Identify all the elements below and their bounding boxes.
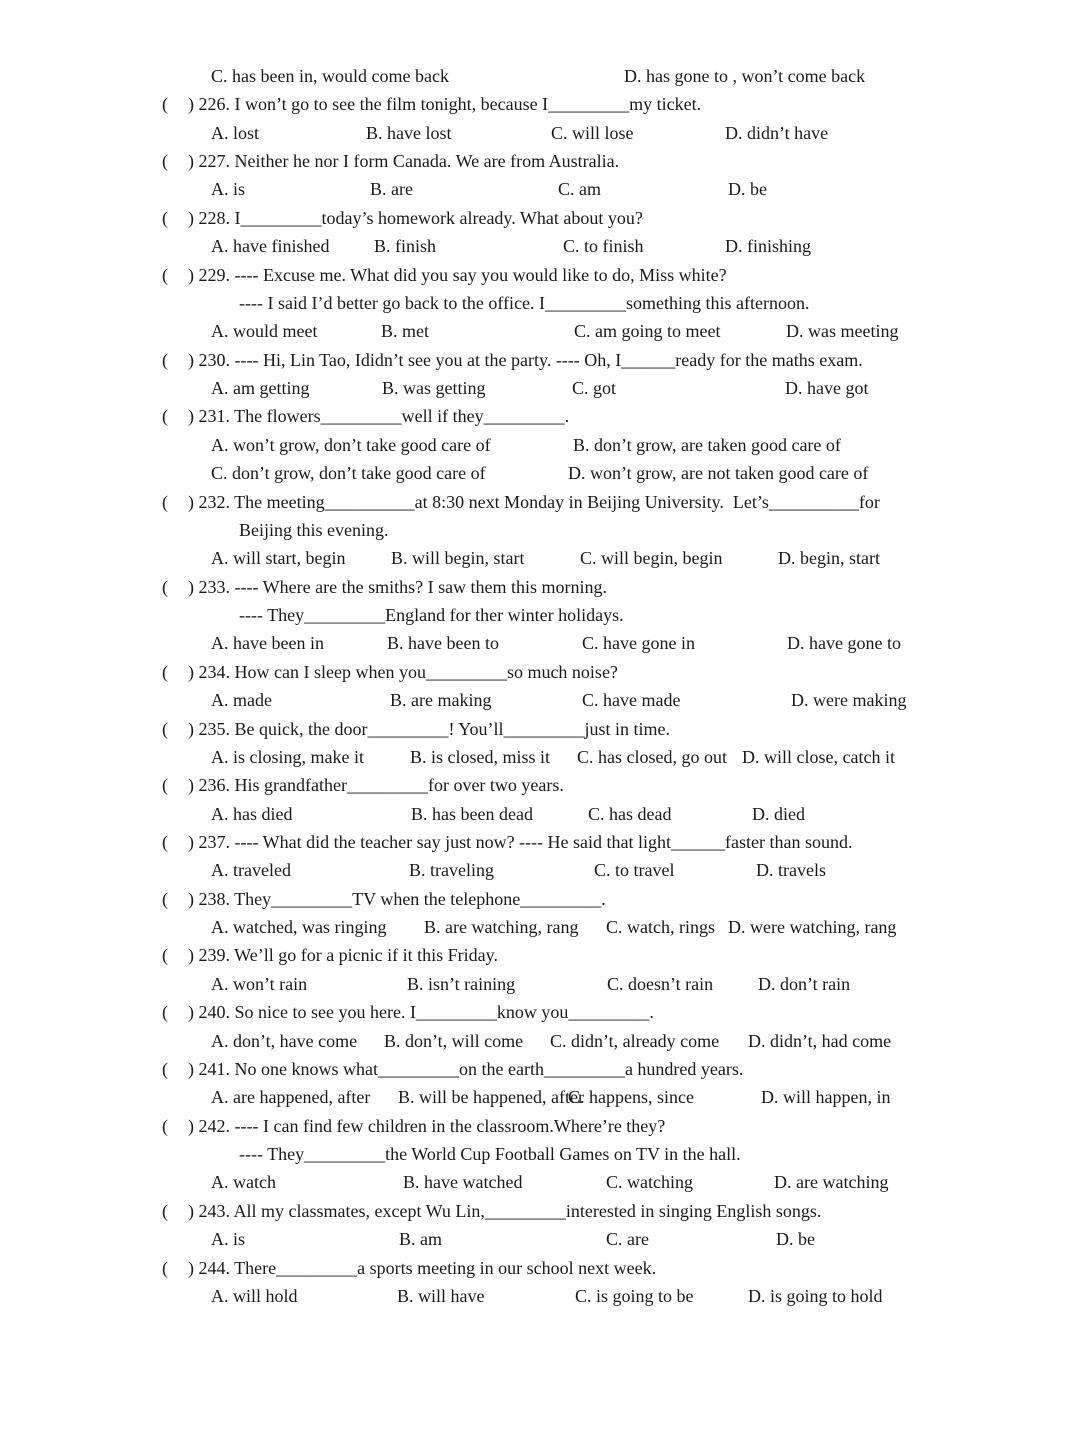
answer-option: C. watching xyxy=(606,1172,693,1193)
answer-option: C. got xyxy=(572,378,617,399)
answer-option: A. will start, begin xyxy=(211,548,346,569)
answer-option: D. begin, start xyxy=(778,548,880,569)
answer-option: C. didn’t, already come xyxy=(550,1030,720,1051)
answer-option: D. didn’t, had come xyxy=(748,1030,892,1051)
answer-paren: ( xyxy=(162,406,168,427)
options-row xyxy=(0,1225,1080,1253)
question-text: ) 237. ---- What did the teacher say just now? ---- He said that light______faster than sound. xyxy=(188,831,853,852)
question-text: ) 230. ---- Hi, Lin Tao, Ididn’t see you at the party. ---- Oh, I______ready for the maths exam. xyxy=(188,349,863,370)
answer-option: D. will close, catch it xyxy=(742,746,895,767)
answer-option: A. don’t, have come xyxy=(211,1030,358,1051)
answer-option: D. have got xyxy=(785,378,869,399)
question-text: ) 242. ---- I can find few children in the classroom.Where’re they? xyxy=(188,1115,666,1136)
options-row xyxy=(0,374,1080,402)
question-text: ) 234. How can I sleep when you_________so much noise? xyxy=(188,661,618,682)
answer-option: B. met xyxy=(381,321,429,342)
question-row xyxy=(0,828,1080,856)
answer-option: B. am xyxy=(399,1229,442,1250)
answer-option: A. would meet xyxy=(211,321,318,342)
options-row xyxy=(0,970,1080,998)
options-row xyxy=(0,175,1080,203)
answer-paren: ( xyxy=(162,576,168,597)
answer-option: A. lost xyxy=(211,122,260,143)
options-row xyxy=(0,743,1080,771)
options-row xyxy=(0,544,1080,572)
answer-option: D. were making xyxy=(791,690,907,711)
question-text: ) 233. ---- Where are the smiths? I saw them this morning. xyxy=(188,576,608,597)
answer-option: C. am xyxy=(558,179,601,200)
answer-paren: ( xyxy=(162,1200,168,1221)
answer-option: D. are watching xyxy=(774,1172,889,1193)
question-text: ) 239. We’ll go for a picnic if it this Friday. xyxy=(188,945,498,966)
answer-option: D. finishing xyxy=(725,236,812,257)
question-row xyxy=(0,1055,1080,1083)
question-text: ) 236. His grandfather_________for over two years. xyxy=(188,775,564,796)
answer-option: D. don’t rain xyxy=(758,973,851,994)
answer-option: C. doesn’t rain xyxy=(607,973,714,994)
answer-paren: ( xyxy=(162,1058,168,1079)
answer-option: C. has dead xyxy=(588,803,672,824)
answer-option: B. have watched xyxy=(403,1172,523,1193)
answer-paren: ( xyxy=(162,151,168,172)
question-text: ) 240. So nice to see you here. I_________know you_________. xyxy=(188,1002,654,1023)
question-text: ) 241. No one knows what_________on the earth_________a hundred years. xyxy=(188,1058,744,1079)
question-row xyxy=(0,998,1080,1026)
question-text: ) 229. ---- Excuse me. What did you say you would like to do, Miss white? xyxy=(188,264,727,285)
answer-option: C. don’t grow, don’t take good care of xyxy=(211,463,486,484)
answer-option: D. won’t grow, are not taken good care of xyxy=(568,463,869,484)
options-row xyxy=(0,1027,1080,1055)
question-text: ) 228. I_________today’s homework already. What about you? xyxy=(188,207,643,228)
question-row xyxy=(0,1254,1080,1282)
question-text: ) 235. Be quick, the door_________! You’ll_________just in time. xyxy=(188,718,670,739)
answer-paren: ( xyxy=(162,349,168,370)
answer-paren: ( xyxy=(162,491,168,512)
options-row xyxy=(0,686,1080,714)
question-continuation: ---- They_________the World Cup Football Games on TV in the hall. xyxy=(239,1144,741,1165)
question-text: ) 226. I won’t go to see the film tonight, because I_________my ticket. xyxy=(188,94,702,115)
question-row xyxy=(0,1197,1080,1225)
answer-option: B. have been to xyxy=(387,633,499,654)
answer-option: A. is closing, make it xyxy=(211,746,364,767)
question-row xyxy=(0,402,1080,430)
answer-option: C. has been in, would come back xyxy=(211,66,449,86)
answer-option: C. will begin, begin xyxy=(580,548,723,569)
question-row xyxy=(0,573,1080,601)
options-row xyxy=(0,232,1080,260)
answer-paren: ( xyxy=(162,775,168,796)
question-text: ) 243. All my classmates, except Wu Lin,_________interested in singing English songs. xyxy=(188,1200,822,1221)
question-row xyxy=(0,261,1080,289)
answer-option: A. won’t rain xyxy=(211,973,308,994)
options-row xyxy=(0,317,1080,345)
answer-option: D. be xyxy=(728,179,767,200)
answer-option: D. was meeting xyxy=(786,321,899,342)
question-continuation: Beijing this evening. xyxy=(239,519,389,540)
answer-option: B. will begin, start xyxy=(391,548,525,569)
answer-option: C. will lose xyxy=(551,122,634,143)
answer-option: C. happens, since xyxy=(568,1087,694,1108)
options-row xyxy=(0,800,1080,828)
answer-option: A. are happened, after xyxy=(211,1087,371,1108)
answer-paren: ( xyxy=(162,1257,168,1278)
question-row xyxy=(0,1112,1080,1140)
answer-option: A. have finished xyxy=(211,236,330,257)
options-row xyxy=(0,1282,1080,1310)
answer-paren: ( xyxy=(162,94,168,115)
question-row xyxy=(0,941,1080,969)
answer-option: B. is closed, miss it xyxy=(410,746,551,767)
question-row xyxy=(0,147,1080,175)
answer-paren: ( xyxy=(162,1002,168,1023)
answer-option: B. don’t grow, are taken good care of xyxy=(573,434,841,455)
question-row xyxy=(0,771,1080,799)
answer-option: D. is going to hold xyxy=(748,1285,883,1306)
answer-paren: ( xyxy=(162,945,168,966)
answer-option: B. isn’t raining xyxy=(407,973,516,994)
answer-paren: ( xyxy=(162,1115,168,1136)
answer-option: C. to travel xyxy=(594,860,675,881)
answer-option: A. won’t grow, don’t take good care of xyxy=(211,434,491,455)
answer-option: D. didn’t have xyxy=(725,122,829,143)
options-row xyxy=(0,431,1080,459)
answer-option: B. finish xyxy=(374,236,437,257)
answer-option: A. watched, was ringing xyxy=(211,917,387,938)
question-row xyxy=(0,601,1080,629)
answer-option: C. are xyxy=(606,1229,649,1250)
question-text: ) 232. The meeting__________at 8:30 next Monday in Beijing University. Let’s__________for xyxy=(188,491,880,512)
answer-option: B. will be happened, after xyxy=(398,1087,584,1108)
answer-option: B. are watching, rang xyxy=(424,917,579,938)
answer-option: B. are xyxy=(370,179,413,200)
answer-option: A. is xyxy=(211,179,246,200)
options-row xyxy=(0,459,1080,487)
question-row xyxy=(0,346,1080,374)
answer-paren: ( xyxy=(162,264,168,285)
options-row xyxy=(0,913,1080,941)
question-row xyxy=(0,658,1080,686)
options-row xyxy=(0,629,1080,657)
answer-option: B. was getting xyxy=(382,378,486,399)
answer-option: C. has closed, go out xyxy=(577,746,727,767)
answer-option: A. has died xyxy=(211,803,293,824)
answer-option: A. is xyxy=(211,1229,246,1250)
answer-option: A. made xyxy=(211,690,272,711)
answer-option: D. will happen, in xyxy=(761,1087,891,1108)
answer-option: B. will have xyxy=(397,1285,485,1306)
question-row xyxy=(0,715,1080,743)
answer-option: B. are making xyxy=(390,690,492,711)
question-row xyxy=(0,488,1080,516)
answer-option: D. travels xyxy=(756,860,826,881)
question-continuation: ---- I said I’d better go back to the office. I_________something this afternoon. xyxy=(239,292,810,313)
answer-option: D. has gone to , won’t come back xyxy=(624,66,866,86)
answer-option: B. don’t, will come xyxy=(384,1030,524,1051)
question-row xyxy=(0,885,1080,913)
question-row xyxy=(0,204,1080,232)
question-text: ) 238. They_________TV when the telephone_________. xyxy=(188,888,606,909)
question-row xyxy=(0,1140,1080,1168)
answer-option: D. be xyxy=(776,1229,815,1250)
answer-option: A. am getting xyxy=(211,378,310,399)
options-row xyxy=(0,1168,1080,1196)
answer-option: D. died xyxy=(752,803,805,824)
question-row xyxy=(0,516,1080,544)
question-text: ) 231. The flowers_________well if they_________. xyxy=(188,406,570,427)
answer-paren: ( xyxy=(162,718,168,739)
answer-paren: ( xyxy=(162,661,168,682)
answer-option: C. am going to meet xyxy=(574,321,721,342)
question-continuation: ---- They_________England for ther winter holidays. xyxy=(239,605,624,626)
answer-option: C. to finish xyxy=(563,236,644,257)
options-row xyxy=(0,62,1080,90)
answer-option: C. have gone in xyxy=(582,633,695,654)
options-row xyxy=(0,119,1080,147)
answer-option: A. traveled xyxy=(211,860,291,881)
answer-paren: ( xyxy=(162,888,168,909)
answer-option: D. were watching, rang xyxy=(728,917,897,938)
question-row xyxy=(0,90,1080,118)
question-text: ) 227. Neither he nor I form Canada. We are from Australia. xyxy=(188,151,620,172)
answer-option: B. traveling xyxy=(409,860,494,881)
answer-option: C. watch, rings xyxy=(606,917,715,938)
answer-option: B. have lost xyxy=(366,122,452,143)
answer-option: D. have gone to xyxy=(787,633,901,654)
question-text: ) 244. There_________a sports meeting in our school next week. xyxy=(188,1257,657,1278)
answer-option: B. has been dead xyxy=(411,803,533,824)
answer-option: C. have made xyxy=(582,690,681,711)
answer-option: C. is going to be xyxy=(575,1285,694,1306)
answer-option: A. watch xyxy=(211,1172,276,1193)
options-row xyxy=(0,856,1080,884)
options-row xyxy=(0,1083,1080,1111)
answer-option: A. will hold xyxy=(211,1285,298,1306)
question-row xyxy=(0,289,1080,317)
answer-paren: ( xyxy=(162,831,168,852)
answer-option: A. have been in xyxy=(211,633,324,654)
answer-paren: ( xyxy=(162,207,168,228)
